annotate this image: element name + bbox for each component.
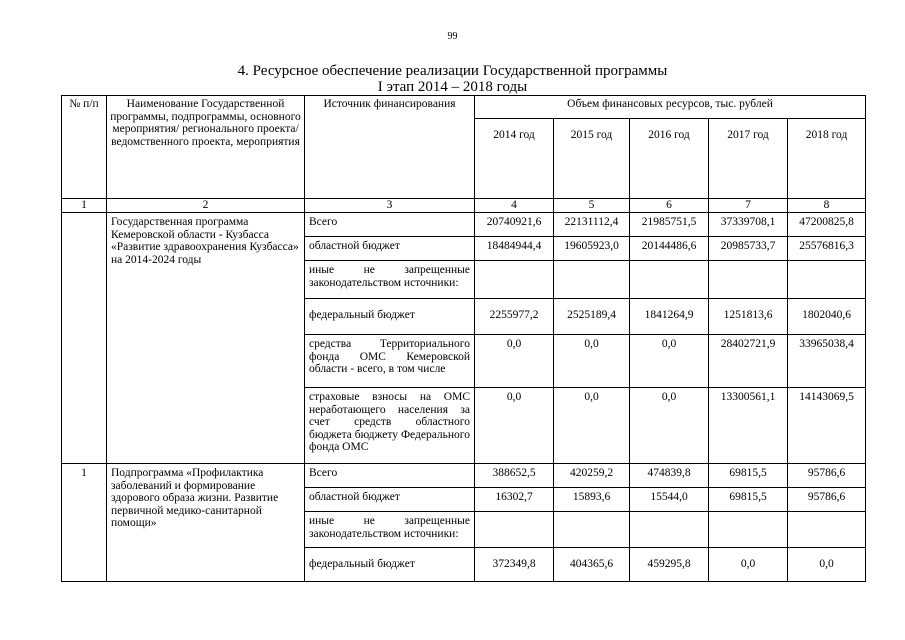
header-year-2017: 2017 год (709, 119, 788, 199)
resource-table (61, 95, 866, 582)
program-name: Государственная программа Кемеровской области - Кузбасса «Развитие здравоохранения Кузбасса» на 2014-2024 годы (107, 213, 305, 464)
value-cell: 0,0 (630, 335, 709, 388)
value-cell (554, 512, 630, 548)
index-cell: 5 (554, 199, 630, 213)
value-cell (709, 512, 788, 548)
value-cell: 95786,6 (788, 464, 866, 488)
value-cell: 47200825,8 (788, 213, 866, 237)
value-cell (475, 261, 554, 299)
value-cell (788, 512, 866, 548)
header-year-2014: 2014 год (475, 119, 554, 199)
index-cell: 7 (709, 199, 788, 213)
index-cell: 1 (62, 199, 107, 213)
value-cell: 0,0 (475, 335, 554, 388)
value-cell: 20740921,6 (475, 213, 554, 237)
value-cell (630, 512, 709, 548)
value-cell: 37339708,1 (709, 213, 788, 237)
value-cell: 95786,6 (788, 488, 866, 512)
page-number: 99 (447, 31, 458, 42)
value-cell: 1802040,6 (788, 299, 866, 335)
source-cell: областной бюджет (305, 488, 475, 512)
header-name: Наименование Государственной программы, подпрограммы, основного мероприятия/ регионального проекта/ ведомственного проекта, мероприятия (107, 96, 305, 199)
source-cell: иные не запрещенные законодательством источники: (305, 512, 475, 548)
value-cell: 2255977,2 (475, 299, 554, 335)
value-cell: 0,0 (630, 388, 709, 464)
value-cell: 15893,6 (554, 488, 630, 512)
value-cell (554, 261, 630, 299)
header-volume: Объем финансовых ресурсов, тыс. рублей (475, 96, 866, 119)
source-cell: страховые взносы на ОМС неработающего населения за счет средств областного бюджета бюджету Федерального фонда ОМС (305, 388, 475, 464)
subprogram-name: Подпрограмма «Профилактика заболеваний и формирование здорового образа жизни. Развитие первичной медико-санитарной помощи» (107, 464, 305, 582)
source-cell: областной бюджет (305, 237, 475, 261)
source-cell: федеральный бюджет (305, 548, 475, 582)
value-cell (475, 512, 554, 548)
value-cell: 420259,2 (554, 464, 630, 488)
document-subtitle: I этап 2014 – 2018 годы (377, 79, 528, 95)
value-cell: 22131112,4 (554, 213, 630, 237)
value-cell: 69815,5 (709, 464, 788, 488)
value-cell: 14143069,5 (788, 388, 866, 464)
row-num: 1 (62, 464, 107, 582)
index-cell: 2 (107, 199, 305, 213)
value-cell (630, 261, 709, 299)
row-num (62, 213, 107, 464)
value-cell: 19605923,0 (554, 237, 630, 261)
value-cell: 13300561,1 (709, 388, 788, 464)
source-cell: иные не запрещенные законодательством источники: (305, 261, 475, 299)
document-title: 4. Ресурсное обеспечение реализации Государственной программы (237, 63, 668, 79)
source-cell: средства Территориального фонда ОМС Кемеровской области - всего, в том числе (305, 335, 475, 388)
value-cell (788, 261, 866, 299)
value-cell: 20985733,7 (709, 237, 788, 261)
value-cell: 1841264,9 (630, 299, 709, 335)
value-cell: 0,0 (788, 548, 866, 582)
value-cell: 18484944,4 (475, 237, 554, 261)
value-cell: 15544,0 (630, 488, 709, 512)
index-row (62, 199, 866, 213)
value-cell: 404365,6 (554, 548, 630, 582)
value-cell: 20144486,6 (630, 237, 709, 261)
value-cell: 0,0 (554, 335, 630, 388)
value-cell (709, 261, 788, 299)
header-num: № п/п (62, 96, 107, 199)
value-cell: 474839,8 (630, 464, 709, 488)
header-year-2018: 2018 год (788, 119, 866, 199)
value-cell: 21985751,5 (630, 213, 709, 237)
value-cell: 69815,5 (709, 488, 788, 512)
index-cell: 3 (305, 199, 475, 213)
value-cell: 33965038,4 (788, 335, 866, 388)
value-cell: 0,0 (709, 548, 788, 582)
source-cell: федеральный бюджет (305, 299, 475, 335)
header-year-2015: 2015 год (554, 119, 630, 199)
index-cell: 6 (630, 199, 709, 213)
header-source: Источник финансирования (305, 96, 475, 199)
value-cell: 2525189,4 (554, 299, 630, 335)
value-cell: 16302,7 (475, 488, 554, 512)
table-row (62, 213, 866, 237)
index-cell: 8 (788, 199, 866, 213)
value-cell: 388652,5 (475, 464, 554, 488)
index-cell: 4 (475, 199, 554, 213)
value-cell: 0,0 (475, 388, 554, 464)
value-cell: 372349,8 (475, 548, 554, 582)
value-cell: 459295,8 (630, 548, 709, 582)
table-row (62, 464, 866, 488)
value-cell: 28402721,9 (709, 335, 788, 388)
value-cell: 25576816,3 (788, 237, 866, 261)
source-cell: Всего (305, 464, 475, 488)
value-cell: 1251813,6 (709, 299, 788, 335)
header-year-2016: 2016 год (630, 119, 709, 199)
value-cell: 0,0 (554, 388, 630, 464)
source-cell: Всего (305, 213, 475, 237)
